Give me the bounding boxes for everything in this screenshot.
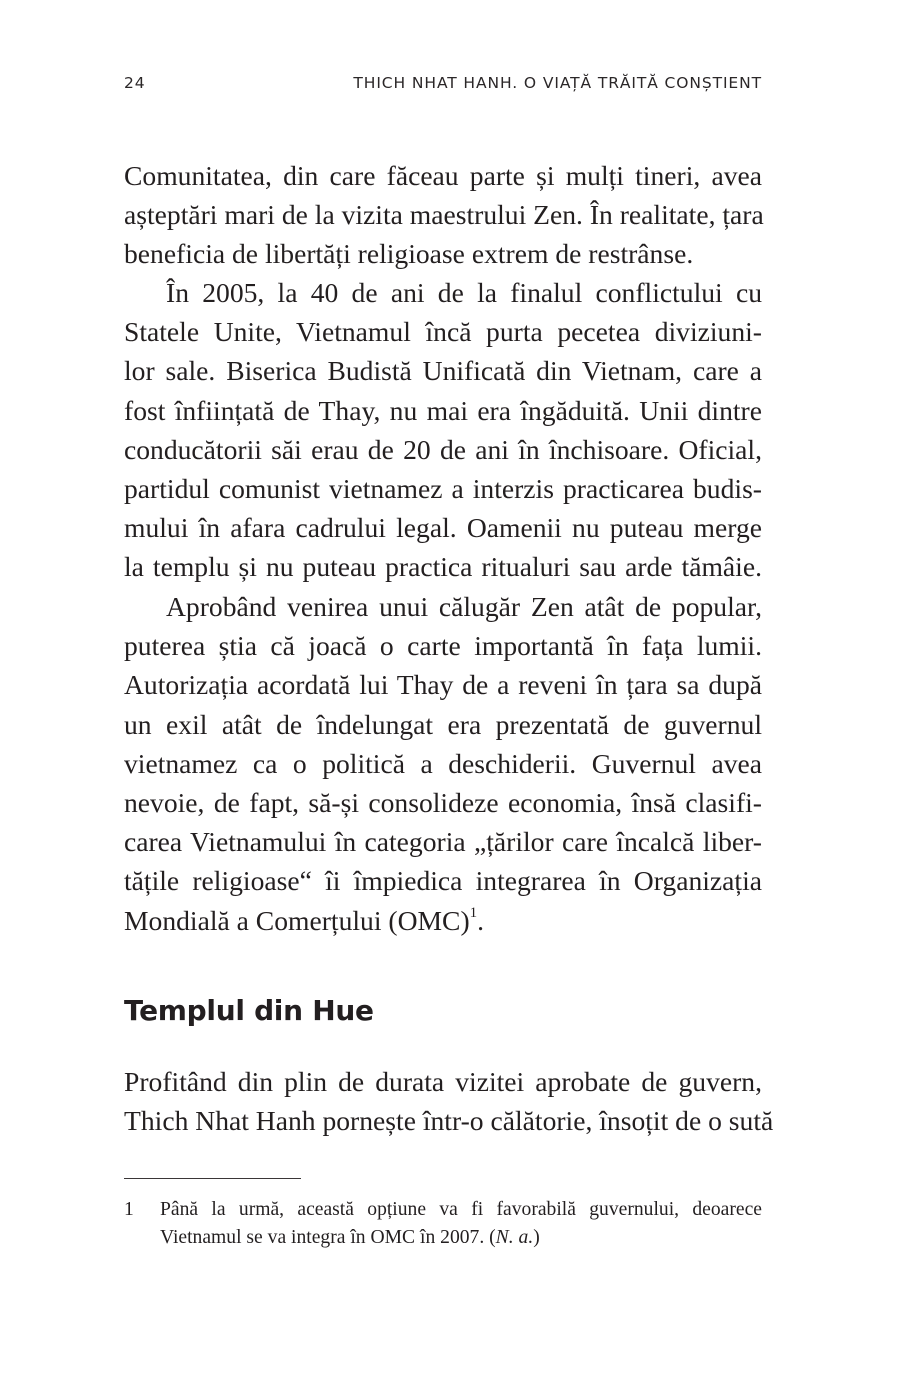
text-line: Profitând din plin de durata vizitei aprobate de guvern, (124, 1066, 762, 1097)
text-line: carea Vietnamului în categoria „țărilor care încalcă liber- (124, 826, 762, 858)
text-line: așteptări mari de la vizita maestrului Zen. În realitate, țara (124, 199, 764, 231)
text-segment: ) (533, 1227, 540, 1248)
text-line: conducătorii săi erau de 20 de ani în închisoare. Oficial, (124, 433, 762, 465)
page-number: 24 (124, 74, 146, 92)
footnote-number: 1 (124, 1199, 134, 1220)
text-line: un exil atât de îndelungat era prezentată de guvernul (124, 708, 762, 740)
footnote-divider (124, 1178, 301, 1179)
text-line: Aprobând venirea unui călugăr Zen atât de popular, (166, 591, 762, 622)
text-segment: Vietnamul se va integra în OMC în 2007. ( (160, 1227, 496, 1248)
text-line: lor sale. Biserica Budistă Unificată din Vietnam, care a (124, 355, 762, 387)
text-line: Autorizația acordată lui Thay de a reveni în țara sa după (124, 669, 762, 701)
text-segment: . (477, 904, 485, 936)
text-segment: Mondială a Comerțului (OMC) (124, 904, 470, 936)
paragraph (124, 156, 762, 274)
text-line: la templu și nu puteau practica ritualuri sau arde tămâie. (124, 551, 762, 583)
footnote-line (160, 1224, 762, 1252)
text-line: partidul comunist vietnamez a interzis practicarea budis- (124, 472, 762, 504)
text-line: Statele Unite, Vietnamul încă purta pecetea diviziuni- (124, 316, 762, 348)
text-line: tățile religioase“ îi împiedica integrarea în Organizația (124, 865, 762, 897)
text-line: fost înființată de Thay, nu mai era îngăduită. Unii dintre (124, 394, 762, 426)
footnote-reference[interactable]: 1 (469, 905, 478, 922)
section-heading: Templul din Hue (124, 994, 374, 1027)
text-line: beneficia de libertăți religioase extrem de restrânse. (124, 238, 694, 270)
footnote-line: Până la urmă, această opțiune va fi favorabilă guvernului, deoarece (160, 1199, 762, 1220)
text-line: Comunitatea, din care făceau parte și mulți tineri, avea (124, 160, 762, 191)
footnote-body (160, 1196, 762, 1252)
text-line: puterea știa că joacă o carte importantă în fața lumii. (124, 630, 762, 662)
text-line: vietnamez ca o politică a deschiderii. Guvernul avea (124, 747, 762, 779)
italic-abbreviation: N. a. (495, 1227, 534, 1248)
text-line: În 2005, la 40 de ani de la finalul conflictului cu (166, 277, 762, 308)
text-line: nevoie, de fapt, să-și consolideze economia, însă clasifi- (124, 786, 762, 818)
text-line: Thich Nhat Hanh pornește într-o călătorie, însoțit de o sută (124, 1105, 774, 1137)
paragraph (124, 273, 762, 587)
footnote (124, 1196, 762, 1252)
running-header (124, 74, 762, 96)
book-title: THICH NHAT HANH. O VIAȚĂ TRĂITĂ CONȘTIENT (353, 74, 762, 92)
paragraph (124, 587, 762, 940)
paragraph (124, 1062, 774, 1140)
text-line (124, 901, 762, 940)
text-line: mului în afara cadrului legal. Oamenii nu puteau merge (124, 512, 762, 544)
